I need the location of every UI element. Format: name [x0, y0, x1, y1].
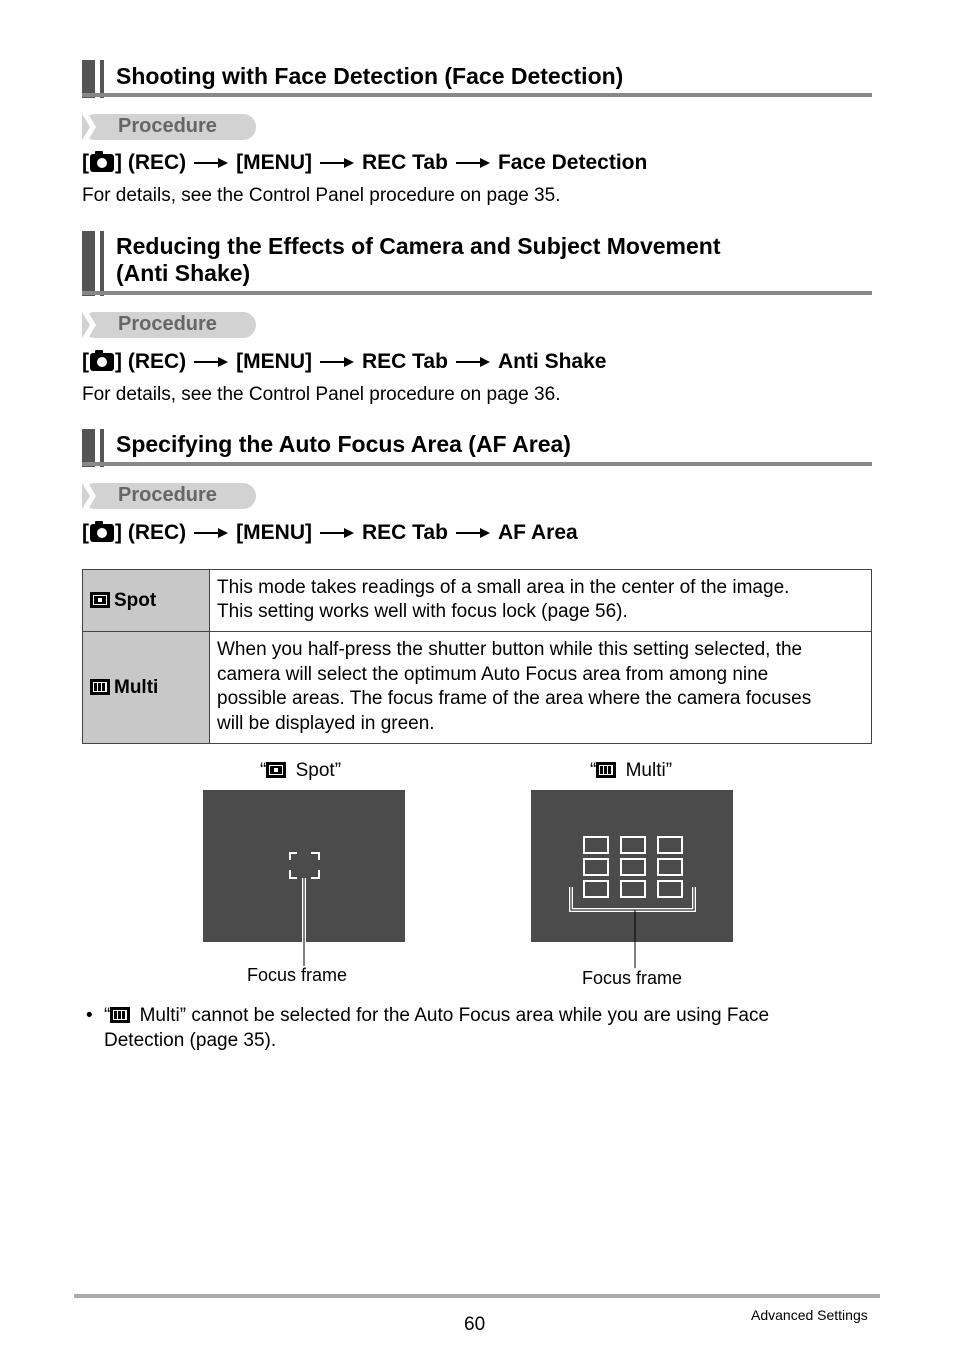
detail-text: For details, see the Control Panel procedure on page 36. — [82, 384, 561, 405]
spot-icon — [266, 762, 286, 778]
heading-title: Reducing the Effects of Camera and Subject Movement (Anti Shake) — [116, 233, 721, 286]
footer-section: Advanced Settings — [751, 1307, 868, 1323]
footer-rule — [74, 1294, 880, 1298]
option-description: This mode takes readings of a small area in the center of the image. This setting works well with focus lock (page 56). — [210, 570, 872, 632]
camera-icon — [90, 353, 114, 371]
option-spot: Spot — [83, 570, 210, 632]
af-area-table — [82, 569, 872, 744]
spot-caption: “ Spot” — [260, 760, 342, 781]
multi-caption: “ Multi” — [590, 760, 673, 781]
multi-icon — [110, 1007, 130, 1023]
option-description: When you half-press the shutter button while this setting selected, the camera will select the optimum Auto Focus area from among nine possible areas. The focus frame of the area where the camera focuses will be displayed in green. — [210, 632, 872, 744]
arrow-icon — [456, 357, 490, 367]
camera-icon — [90, 154, 114, 172]
page-number: 60 — [464, 1314, 486, 1335]
arrow-icon — [320, 158, 354, 168]
focus-frame-label: Focus frame — [247, 965, 348, 985]
section-heading-anti-shake — [82, 231, 872, 296]
detail-text: For details, see the Control Panel procedure on page 35. — [82, 185, 561, 206]
arrow-icon — [320, 357, 354, 367]
arrow-icon — [320, 528, 354, 538]
multi-icon — [596, 762, 616, 778]
multi-icon — [90, 679, 110, 695]
arrow-icon — [456, 528, 490, 538]
heading-title: Specifying the Auto Focus Area (AF Area) — [116, 431, 571, 457]
table-row — [83, 570, 872, 632]
camera-icon — [90, 524, 114, 542]
heading-title: Shooting with Face Detection (Face Detection) — [116, 63, 624, 89]
procedure-label: Procedure — [82, 312, 256, 338]
focus-frame-label: Focus frame — [582, 968, 683, 988]
arrow-icon — [456, 158, 490, 168]
menu-path: [ ] (REC) [MENU] REC Tab Anti Shake — [82, 350, 607, 373]
spot-icon — [90, 592, 110, 608]
procedure-label: Procedure — [82, 483, 256, 509]
menu-path: [ ] (REC) [MENU] REC Tab AF Area — [82, 521, 578, 544]
table-row — [83, 632, 872, 744]
option-multi: Multi — [83, 632, 210, 744]
multi-focus-frames — [531, 790, 733, 970]
arrow-icon — [194, 158, 228, 168]
section-heading-face-detection — [82, 60, 872, 98]
menu-path: [ ] (REC) [MENU] REC Tab Face Detection — [82, 151, 648, 174]
spot-focus-frame — [203, 790, 405, 970]
section-heading-af-area — [82, 429, 872, 467]
arrow-icon — [194, 528, 228, 538]
procedure-label: Procedure — [82, 114, 256, 140]
arrow-icon — [194, 357, 228, 367]
